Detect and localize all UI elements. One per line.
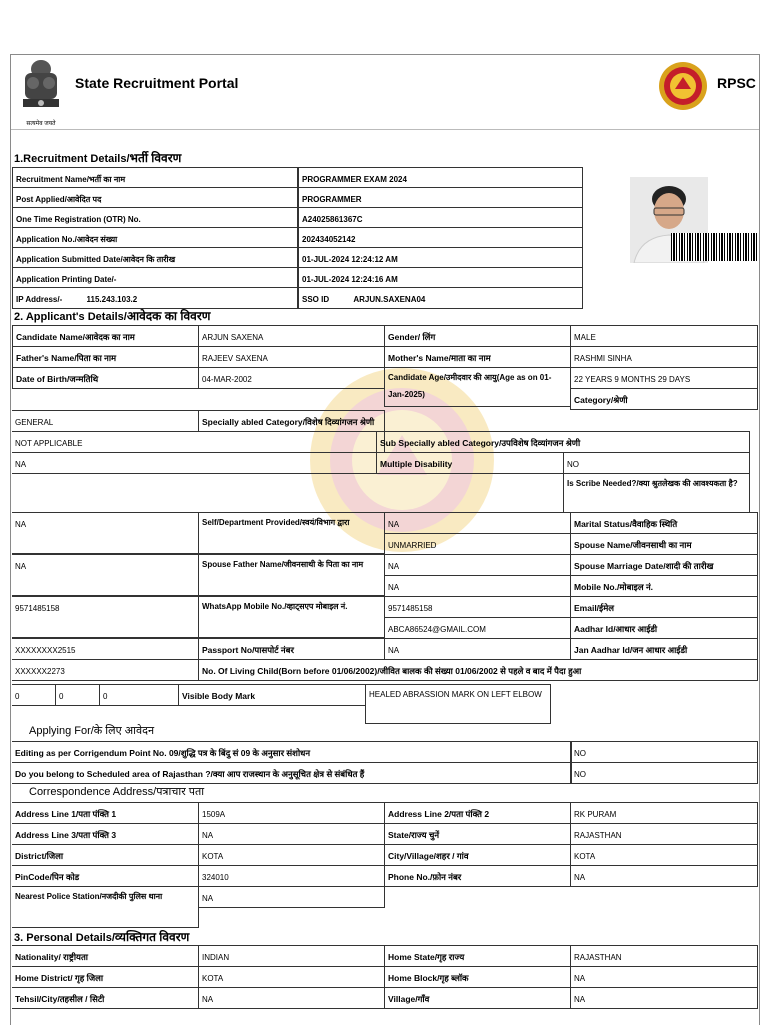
pincode-value: 324010 (198, 865, 385, 887)
submitted-date-label: Application Submitted Date/आवेदन कि तारीख (12, 247, 298, 268)
district-label: District/जिला (12, 844, 199, 866)
specially-abled-label: Specially abled Category/विशेष दिव्यांगजन श्रेणी (198, 410, 385, 432)
body-mark-label: Visible Body Mark (178, 684, 366, 706)
post-applied-label: Post Applied/आवेदित पद (12, 187, 298, 208)
phone-label: Phone No./फ़ोन नंबर (384, 865, 571, 887)
nationality-value: INDIAN (198, 945, 385, 967)
portal-title: State Recruitment Portal (75, 75, 239, 91)
spouse-marriage-value: NA (384, 575, 571, 597)
passport-value: NA (384, 638, 571, 660)
home-state-value: RAJASTHAN (570, 945, 758, 967)
living-child-label: No. Of Living Child(Born before 01/06/2002)/जीवित बालक की संख्या 01/06/2002 से पहले व बाद में पैदा हुआ (198, 659, 758, 681)
scribe-label: Is Scribe Needed?/क्या श्रुतलेखक की आवश्यकता है? (563, 473, 750, 513)
application-no-value: 202434052142 (298, 227, 583, 248)
aadhar-value: XXXXXXXX2515 (12, 638, 199, 660)
nationality-label: Nationality/ राष्ट्रीयता (12, 945, 199, 967)
village-value: NA (570, 987, 758, 1009)
spouse-marriage-label: Spouse Marriage Date/शादी की तारीख (570, 554, 758, 576)
recruitment-name-value: PROGRAMMER EXAM 2024 (298, 167, 583, 188)
jan-aadhar-label: Jan Aadhar Id/जन आधार आईडी (570, 638, 758, 660)
phone-value: NA (570, 865, 758, 887)
father-name-value: RAJEEV SAXENA (198, 346, 385, 368)
child-count-after: 0 (55, 684, 100, 706)
blank-cell (12, 473, 564, 513)
marital-status-label: Marital Status/वैवाहिक स्थिति (570, 512, 758, 534)
home-district-label: Home District/ गृह जिला (12, 966, 199, 988)
mother-name-value: RASHMI SINHA (570, 346, 758, 368)
rpsc-logo-icon (658, 59, 708, 113)
sub-specially-abled-label: Sub Specially abled Category/उपविशेष दिव्यांगजन श्रेणी (376, 431, 750, 453)
scribe-value: NA (12, 512, 199, 554)
home-block-label: Home Block/गृह ब्लॉक (384, 966, 571, 988)
applying-for-title: Applying For/के लिए आवेदन (29, 725, 155, 737)
home-district-value: KOTA (198, 966, 385, 988)
section-applicant-title: 2. Applicant's Details/आवेदक का विवरण (14, 309, 211, 323)
whatsapp-label: WhatsApp Mobile No./व्हाट्सएप मोबाइल नं. (198, 596, 385, 638)
otr-value: A24025861367C (298, 207, 583, 228)
age-label: Candidate Age/उमीदवार की आयु(Age as on 01-Jan-2025) (384, 367, 571, 407)
age-value: 22 YEARS 9 MONTHS 29 DAYS (570, 367, 758, 389)
barcode-icon (671, 233, 759, 261)
category-value: GENERAL (12, 410, 199, 432)
home-state-label: Home State/गृह राज्य (384, 945, 571, 967)
ip-address-value: 115.243.103.2 (86, 295, 138, 304)
printing-date-value: 01-JUL-2024 12:24:16 AM (298, 267, 583, 288)
application-no-label: Application No./आवेदन संख्या (12, 227, 298, 248)
candidate-name-label: Candidate Name/आवेदक का नाम (12, 325, 199, 347)
mother-name-label: Mother's Name/माता का नाम (384, 346, 571, 368)
child-count-total: 0 (99, 684, 179, 706)
police-station-value: NA (198, 886, 385, 908)
gender-label: Gender/ लिंग (384, 325, 571, 347)
org-short-name: RPSC (717, 75, 756, 91)
otr-label: One Time Registration (OTR) No. (12, 207, 298, 228)
printing-date-label: Application Printing Date/- (12, 267, 298, 288)
marital-status-value: UNMARRIED (384, 533, 571, 555)
passport-label: Passport No/पासपोर्ट नंबर (198, 638, 385, 660)
address-line1-value: 1509A (198, 802, 385, 824)
ip-address-label: IP Address/- (16, 295, 63, 304)
jan-aadhar-value: XXXXXX2273 (12, 659, 199, 681)
address-line2-label: Address Line 2/पता पंक्ति 2 (384, 802, 571, 824)
dob-label: Date of Birth/जन्मतिथि (12, 367, 199, 389)
sub-specially-abled-value: NA (12, 452, 377, 474)
dob-value: 04-MAR-2002 (198, 367, 385, 389)
state-value: RAJASTHAN (570, 823, 758, 845)
application-form (10, 54, 760, 1025)
spouse-name-label: Spouse Name/जीवनसाथी का नाम (570, 533, 758, 555)
self-dept-value: NA (384, 512, 571, 534)
candidate-name-value: ARJUN SAXENA (198, 325, 385, 347)
mobile-value: 9571485158 (12, 596, 199, 638)
section-personal-title: 3. Personal Details/व्यक्तिगत विवरण (14, 930, 190, 944)
aadhar-label: Aadhar Id/आधार आईडी (570, 617, 758, 639)
gender-value: MALE (570, 325, 758, 347)
tehsil-label: Tehsil/City/तहसील / सिटी (12, 987, 199, 1009)
father-name-label: Father's Name/पिता का नाम (12, 346, 199, 368)
tehsil-value: NA (198, 987, 385, 1009)
submitted-date-value: 01-JUL-2024 12:24:12 AM (298, 247, 583, 268)
state-label: State/राज्य चुनें (384, 823, 571, 845)
spouse-name-value: NA (12, 554, 199, 596)
body-mark-value: HEALED ABRASSION MARK ON LEFT ELBOW (365, 684, 551, 724)
address-line3-label: Address Line 3/पता पंक्ति 3 (12, 823, 199, 845)
multiple-disability-value: NO (563, 452, 750, 474)
specially-abled-value: NOT APPLICABLE (12, 431, 385, 453)
mobile-label: Mobile No./मोबाइल नं. (570, 575, 758, 597)
sso-id-cell (298, 287, 583, 309)
self-dept-label: Self/Department Provided/स्वयं/विभाग द्वारा (198, 512, 385, 554)
email-value: ABCA86524@GMAIL.COM (384, 617, 571, 639)
address-title: Correspondence Address/पत्राचार पता (29, 786, 205, 798)
emblem-motto: सत्यमेव जयते (26, 121, 56, 127)
corrigendum-value: NO (570, 741, 758, 763)
spouse-father-value: NA (384, 554, 571, 576)
post-applied-value: PROGRAMMER (298, 187, 583, 208)
pincode-label: PinCode/पिन कोड (12, 865, 199, 887)
home-block-value: NA (570, 966, 758, 988)
scheduled-area-value: NO (570, 762, 758, 784)
police-station-label: Nearest Police Station/नजदीकी पुलिस थाना (12, 886, 199, 928)
spouse-father-label: Spouse Father Name/जीवनसाथी के पिता का नाम (198, 554, 385, 596)
ip-address-cell (12, 287, 298, 309)
city-label: City/Village/शहर / गांव (384, 844, 571, 866)
scheduled-area-label: Do you belong to Scheduled area of Rajasthan ?/क्या आप राजस्थान के अनुसूचित क्षेत्र से संबंधित हैं (12, 762, 572, 784)
village-label: Village/गाँव (384, 987, 571, 1009)
sso-id-value: ARJUN.SAXENA04 (353, 295, 426, 304)
category-label: Category/श्रेणी (570, 388, 758, 410)
address-line3-value: NA (198, 823, 385, 845)
form-header (11, 55, 759, 130)
child-count-before: 0 (12, 684, 56, 706)
section-recruitment-title: 1.Recruitment Details/भर्ती विवरण (14, 151, 182, 165)
city-value: KOTA (570, 844, 758, 866)
multiple-disability-label: Multiple Disability (376, 452, 564, 474)
district-value: KOTA (198, 844, 385, 866)
sso-id-label: SSO ID (302, 295, 330, 304)
address-line1-label: Address Line 1/पता पंक्ति 1 (12, 802, 199, 824)
address-line2-value: RK PURAM (570, 802, 758, 824)
whatsapp-value: 9571485158 (384, 596, 571, 618)
recruitment-name-label: Recruitment Name/भर्ती का नाम (12, 167, 298, 188)
corrigendum-label: Editing as per Corrigendum Point No. 09/शुद्धि पत्र के बिंदु सं 09 के अनुसार संशोधन (12, 741, 572, 763)
email-label: Email/ईमेल (570, 596, 758, 618)
